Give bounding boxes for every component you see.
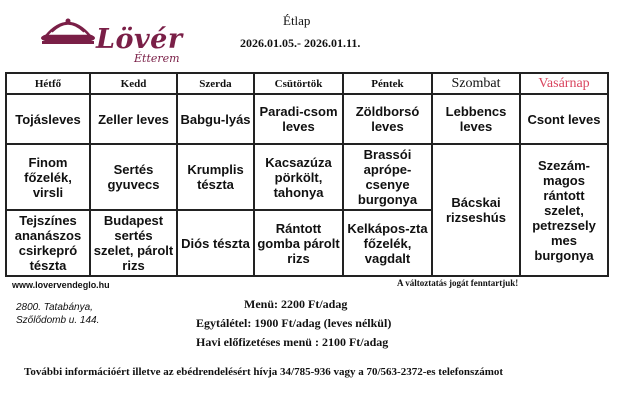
- menu-cell: Kelkápos-zta főzelék, vagdalt: [343, 210, 432, 276]
- weekly-menu-table: [5, 72, 609, 277]
- day-header: Hétfő: [6, 73, 90, 94]
- day-header: Csütörtök: [254, 73, 343, 94]
- page-title: Étlap: [283, 13, 311, 28]
- address-line: 2800. Tatabánya,: [16, 302, 93, 313]
- day-header-sunday: Vasárnap: [520, 73, 608, 94]
- menu-cell: Tojásleves: [6, 94, 90, 144]
- menu-cell: Brassói aprópe-csenye burgonya: [343, 144, 432, 210]
- table-row: [6, 94, 608, 144]
- day-header: Péntek: [343, 73, 432, 94]
- menu-cell: Paradi-csom leves: [254, 94, 343, 144]
- menu-price: Menü: 2200 Ft/adag: [244, 297, 348, 311]
- menu-cell: Sertés gyuvecs: [90, 144, 177, 210]
- menu-cell: Zeller leves: [90, 94, 177, 144]
- cloche-icon: [38, 14, 100, 50]
- monthly-price: Havi előfizetéses menü : 2100 Ft/adag: [196, 335, 389, 349]
- website-link[interactable]: www.lovervendeglo.hu: [12, 280, 110, 290]
- contact-info: További információért illetve az ebédrendelésért hívja 34/785-936 vagy a 70/563-2372-es telefonszámot: [24, 366, 504, 378]
- day-header: Szerda: [177, 73, 254, 94]
- date-range: 2026.01.05.- 2026.01.11.: [240, 36, 361, 50]
- day-header: Szombat: [432, 73, 520, 94]
- day-header: Kedd: [90, 73, 177, 94]
- menu-cell: Babgu-lyás: [177, 94, 254, 144]
- logo-name: Lövér: [96, 24, 183, 55]
- menu-cell: Zöldborsó leves: [343, 94, 432, 144]
- menu-cell: Finom főzelék, virsli: [6, 144, 90, 210]
- menu-cell: Lebbencs leves: [432, 94, 520, 144]
- menu-cell: Krumplis tészta: [177, 144, 254, 210]
- menu-cell: Budapest sertés szelet, párolt rizs: [90, 210, 177, 276]
- single-dish-price: Egytálétel: 1900 Ft/adag (leves nélkül): [196, 316, 392, 330]
- menu-cell: Bácskai rizseshús: [432, 144, 520, 276]
- table-row: [6, 144, 608, 210]
- menu-cell: Szezám-magos rántott szelet, petrezsely mes burgonya: [520, 144, 608, 276]
- menu-cell: Rántott gomba párolt rizs: [254, 210, 343, 276]
- menu-cell: Diós tészta: [177, 210, 254, 276]
- table-header-row: [6, 73, 608, 94]
- menu-cell: Csont leves: [520, 94, 608, 144]
- logo-subtitle: Étterem: [134, 52, 180, 65]
- menu-cell: Kacsazúza pörkölt, tahonya: [254, 144, 343, 210]
- menu-cell: Tejszínes ananászos csirkepró tészta: [6, 210, 90, 276]
- rights-note: A változtatás jogát fenntartjuk!: [397, 278, 519, 288]
- address-line: Szőlődomb u. 144.: [16, 315, 100, 326]
- logo: [38, 14, 188, 66]
- address: [16, 301, 99, 327]
